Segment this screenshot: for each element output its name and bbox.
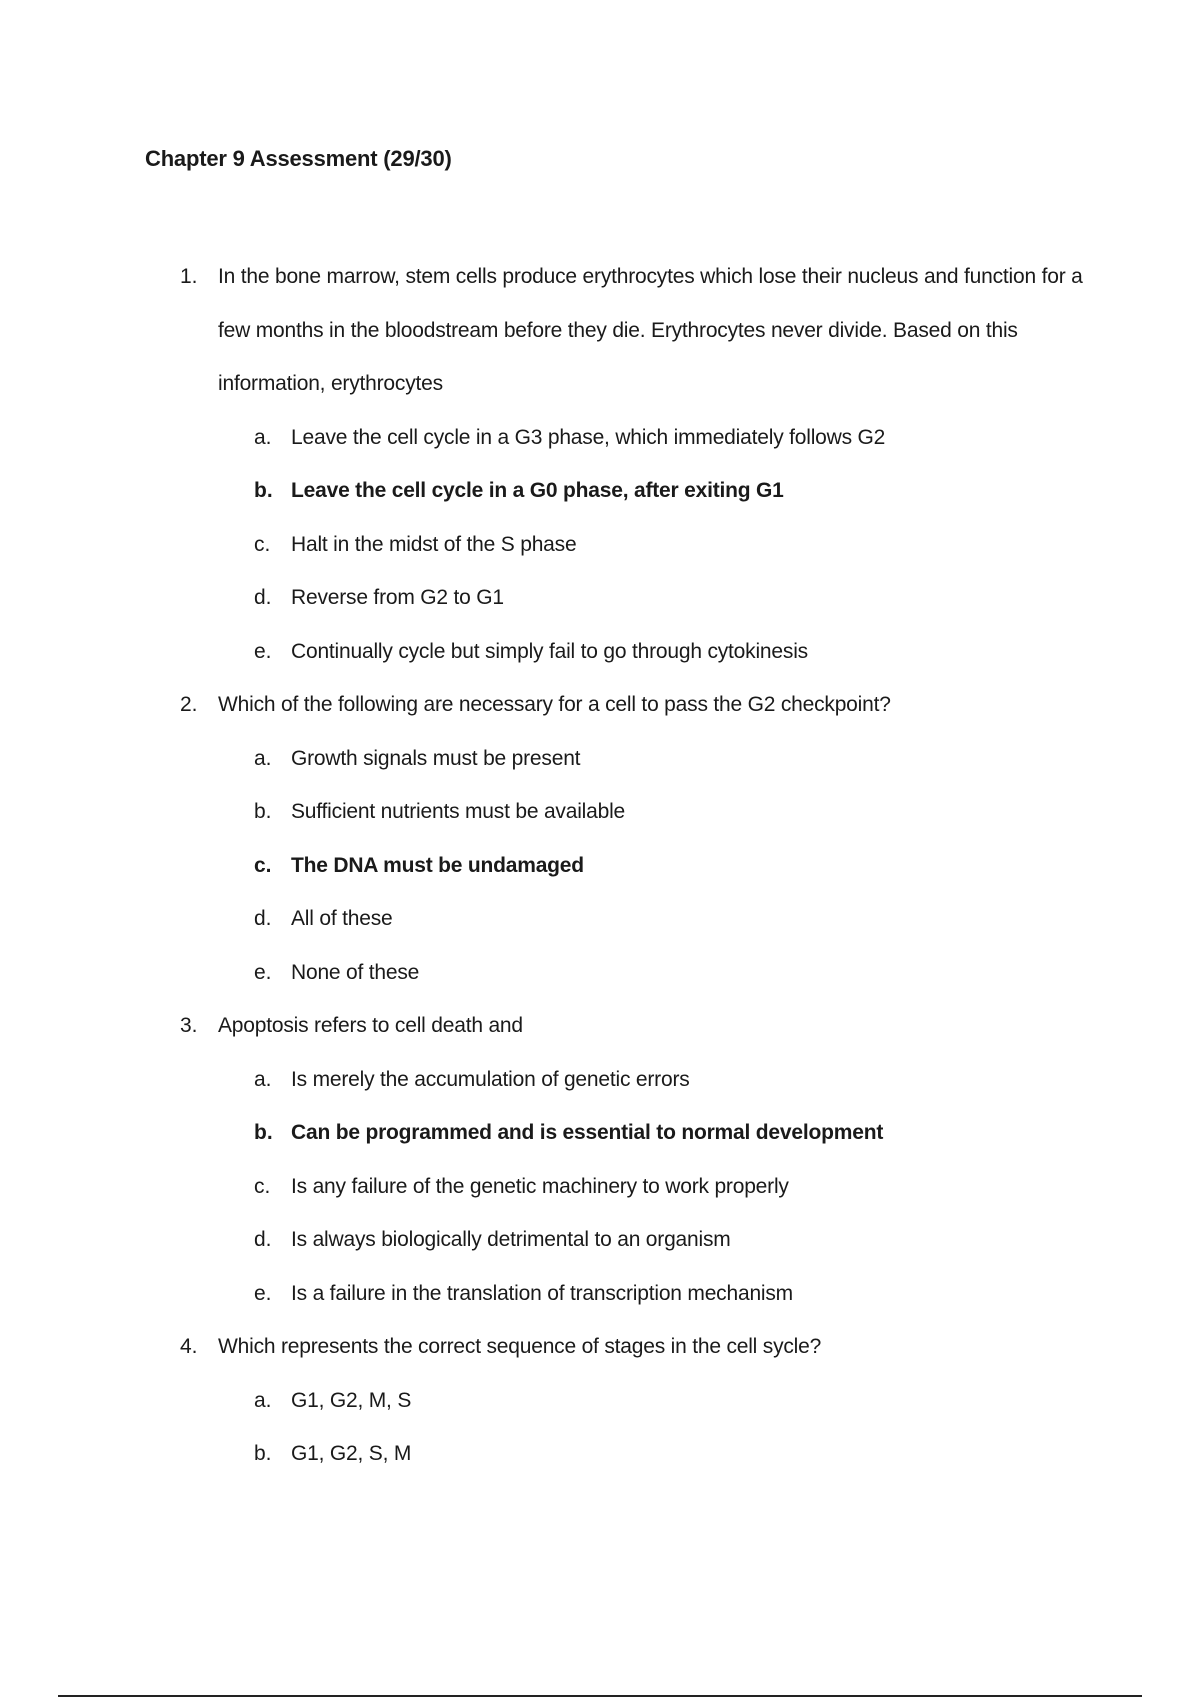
option-text: Growth signals must be present <box>291 746 581 770</box>
question-list <box>0 250 1200 1481</box>
option-text: Reverse from G2 to G1 <box>291 586 504 609</box>
question-item <box>0 999 1200 1320</box>
answer-option <box>0 1267 1200 1321</box>
answer-option <box>0 1160 1200 1214</box>
answer-option <box>0 1213 1200 1267</box>
page-title: Chapter 9 Assessment (29/30) <box>145 146 452 171</box>
option-letter: d. <box>254 586 272 609</box>
question-text: Which of the following are necessary for a cell to pass the G2 checkpoint? <box>218 693 891 716</box>
option-letter: c. <box>254 532 271 556</box>
option-text: None of these <box>291 960 420 984</box>
question-number: 3. <box>180 1014 198 1037</box>
option-letter: d. <box>254 907 272 930</box>
option-letter: b. <box>254 1442 272 1465</box>
option-letter: c. <box>254 1174 271 1198</box>
answer-options <box>0 732 1200 1000</box>
option-text: Leave the cell cycle in a G0 phase, after exiting G1 <box>291 479 784 502</box>
option-letter: c. <box>254 853 272 877</box>
option-letter: e. <box>254 1281 272 1305</box>
option-letter: a. <box>254 1067 272 1091</box>
option-letter: a. <box>254 746 272 770</box>
answer-option <box>0 892 1200 946</box>
option-text: G1, G2, S, M <box>291 1442 412 1465</box>
option-letter: b. <box>254 800 272 823</box>
option-letter: b. <box>254 1121 273 1144</box>
question-item <box>0 250 1200 678</box>
answer-options <box>0 1053 1200 1321</box>
question-item <box>0 678 1200 999</box>
answer-option <box>0 411 1200 465</box>
question-number: 1. <box>180 265 198 288</box>
option-text: Leave the cell cycle in a G3 phase, which immediately follows G2 <box>291 425 886 449</box>
question-text: Which represents the correct sequence of stages in the cell sycle? <box>218 1335 822 1358</box>
option-text: The DNA must be undamaged <box>291 853 584 877</box>
footer-divider <box>58 1695 1142 1697</box>
answer-option <box>0 946 1200 1000</box>
answer-options <box>0 411 1200 679</box>
option-text: Continually cycle but simply fail to go through cytokinesis <box>291 639 808 663</box>
option-text: All of these <box>291 907 393 930</box>
option-letter: d. <box>254 1228 272 1251</box>
question-number: 4. <box>180 1335 198 1358</box>
option-text: Can be programmed and is essential to normal development <box>291 1121 884 1144</box>
option-text: Is any failure of the genetic machinery to work properly <box>291 1174 789 1198</box>
answer-option <box>0 571 1200 625</box>
option-text: Is always biologically detrimental to an organism <box>291 1228 731 1251</box>
option-letter: e. <box>254 639 272 663</box>
option-text: Halt in the midst of the S phase <box>291 532 577 556</box>
question-text: Apoptosis refers to cell death and <box>218 1014 523 1037</box>
question-number: 2. <box>180 693 198 716</box>
answer-option <box>0 1374 1200 1428</box>
answer-option-correct <box>0 839 1200 893</box>
answer-option <box>0 785 1200 839</box>
answer-option <box>0 625 1200 679</box>
answer-option <box>0 518 1200 572</box>
answer-option <box>0 1427 1200 1481</box>
answer-option-correct <box>0 1106 1200 1160</box>
answer-option <box>0 732 1200 786</box>
answer-option <box>0 1053 1200 1107</box>
option-letter: b. <box>254 479 273 502</box>
question-text: In the bone marrow, stem cells produce erythrocytes which lose their nucleus and function for a few months in the bloodstream before they die. Erythrocytes never divide. Based on this information, erythrocytes <box>218 265 1083 395</box>
answer-option-correct <box>0 464 1200 518</box>
option-text: Is merely the accumulation of genetic errors <box>291 1067 690 1091</box>
option-letter: a. <box>254 425 272 449</box>
question-item <box>0 1320 1200 1481</box>
answer-options <box>0 1374 1200 1481</box>
option-text: G1, G2, M, S <box>291 1388 412 1412</box>
option-text: Sufficient nutrients must be available <box>291 800 626 823</box>
option-letter: e. <box>254 960 272 984</box>
option-text: Is a failure in the translation of transcription mechanism <box>291 1281 793 1305</box>
option-letter: a. <box>254 1388 272 1412</box>
